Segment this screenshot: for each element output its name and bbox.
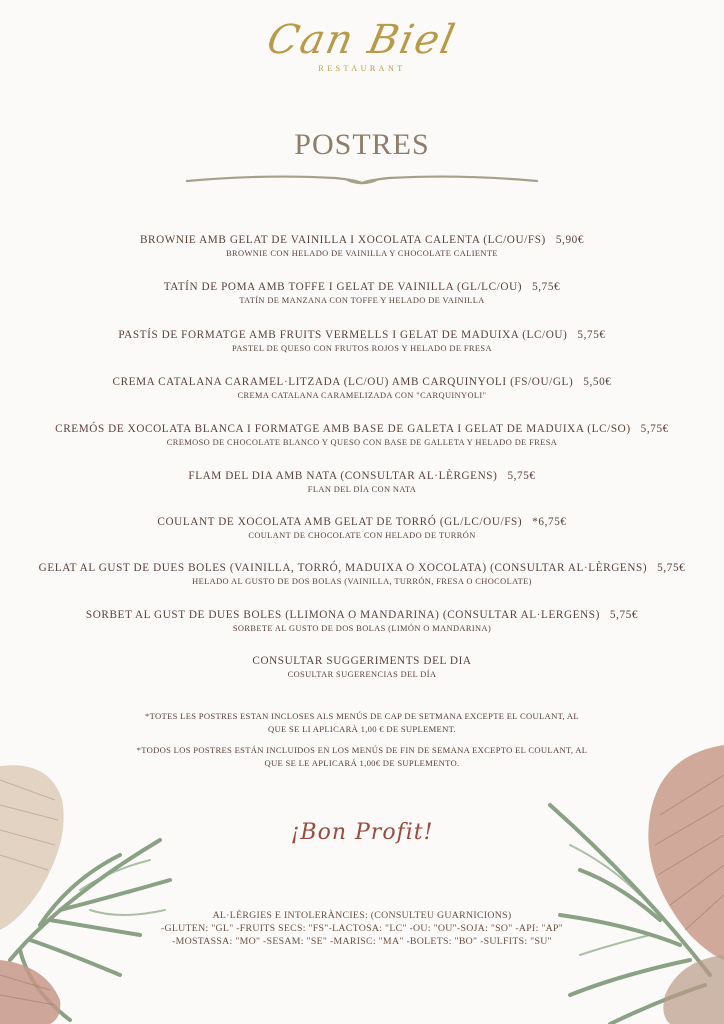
allergen-line: AL·LÈRGIES E INTOLERÀNCIES: (CONSULTEU GUARNICIONS): [212, 910, 512, 921]
bon-profit-greeting: ¡Bon Profit!: [290, 820, 434, 845]
item-price: 5,75€: [640, 423, 669, 435]
menu-item: [0, 608, 724, 635]
item-name-es: PASTEL DE QUESO CON FRUTOS ROJOS Y HELADO DE FRESA: [232, 344, 492, 353]
note-line: QUE SE LE APLICARÁ 1,00€ DE SUPLEMENTO.: [264, 757, 460, 768]
item-name-es: TATÍN DE MANZANA CON TOFFE Y HELADO DE VAINILLA: [239, 296, 485, 305]
item-price: 5,75€: [657, 562, 686, 574]
item-name-es: COSULTAR SUGERENCIAS DEL DÍA: [287, 670, 437, 679]
item-name-ca: CREMA CATALANA CARAMEL·LITZADA (LC/OU) AMB CARQUINYOLI (FS/OU/GL): [112, 376, 574, 388]
item-name-es: BROWNIE CON HELADO DE VAINILLA Y CHOCOLATE CALIENTE: [226, 249, 498, 258]
item-name-ca: COULANT DE XOCOLATA AMB GELAT DE TORRÓ (GL/LC/OU/FS): [157, 516, 523, 528]
item-name-ca: TATÍN DE POMA AMB TOFFE I GELAT DE VAINILLA (GL/LC/OU): [163, 281, 523, 293]
menu-item: [0, 233, 724, 260]
menu-item: [0, 328, 724, 355]
palm-leaf-right-decoration-icon: [540, 745, 724, 1024]
logo-subtitle: RESTAURANT: [318, 64, 406, 73]
item-price: 5,75€: [577, 329, 606, 341]
item-name-ca: SORBET AL GUST DE DUES BOLES (LLIMONA O MANDARINA) (CONSULTAR AL·LERGENS): [85, 609, 600, 621]
note-line: QUE SE LI APLICARÀ 1,00 € DE SUPLEMENT.: [268, 723, 456, 734]
menu-item: [0, 375, 724, 402]
note-line: *TOTES LES POSTRES ESTAN INCLOSES ALS MENÚS DE CAP DE SETMANA EXCEPTE EL COULANT, AL: [145, 711, 579, 721]
flourish-divider-icon: [185, 170, 539, 188]
item-name-ca: PASTÍS DE FORMATGE AMB FRUITS VERMELLS I GELAT DE MADUIXA (LC/OU): [118, 329, 568, 341]
item-name-es: FLAN DEL DÍA CON NATA: [307, 485, 417, 494]
item-price: *6,75€: [532, 516, 567, 528]
menu-item: [0, 280, 724, 307]
menu-item: [0, 515, 724, 542]
supplement-note-ca: [0, 710, 724, 735]
logo-script: Can Biel: [263, 17, 461, 63]
item-price: 5,90€: [555, 234, 585, 246]
item-name-es: CREMOSO DE CHOCOLATE BLANCO Y QUESO CON BASE DE GALLETA Y HELADO DE FRESA: [166, 438, 558, 447]
menu-item: [0, 422, 724, 449]
item-price: 5,75€: [532, 281, 561, 293]
note-line: *TODOS LOS POSTRES ESTÁN INCLUIDOS EN LOS MENÚS DE FIN DE SEMANA EXCEPTO EL COULANT, AL: [136, 745, 588, 755]
menu-item: [0, 654, 724, 681]
restaurant-logo: [0, 18, 724, 73]
item-name-es: COULANT DE CHOCOLATE CON HELADO DE TURRÓN: [248, 531, 476, 540]
item-price: 5,50€: [583, 376, 612, 388]
item-name-es: SORBETE AL GUSTO DE DOS BOLAS (LIMÓN O MANDARINA): [232, 624, 492, 633]
menu-item: [0, 469, 724, 496]
item-price: 5,75€: [507, 470, 536, 482]
item-name-ca: CONSULTAR SUGGERIMENTS DEL DIA: [252, 655, 472, 667]
item-price: 5,75€: [609, 609, 639, 621]
item-name-ca: GELAT AL GUST DE DUES BOLES (VAINILLA, TORRÓ, MADUIXA O XOCOLATA) (CONSULTAR AL·LÈRGENS): [38, 562, 648, 574]
item-name-es: CREMA CATALANA CARAMELIZADA CON "CARQUINYOLI": [237, 391, 487, 400]
allergen-line: -MOSTASSA: "MO" -SESAM: "SE" -MARISC: "MA" -BOLETS: "BO" -SULFITS: "SU": [172, 936, 552, 947]
item-name-ca: CREMÓS DE XOCOLATA BLANCA I FORMATGE AMB BASE DE GALETA I GELAT DE MADUIXA (LC/SO): [55, 423, 631, 435]
allergen-line: -GLUTEN: "GL" -FRUITS SECS: "FS"-LACTOSA: "LC" -OU: "OU"-SOJA: "SO" -API: "AP": [160, 923, 564, 934]
palm-leaf-left-decoration-icon: [0, 760, 180, 1024]
page-title: POSTRES: [294, 128, 430, 161]
allergen-legend: [0, 909, 724, 948]
item-name-ca: FLAM DEL DIA AMB NATA (CONSULTAR AL·LÈRGENS): [188, 470, 498, 482]
item-name-ca: BROWNIE AMB GELAT DE VAINILLA I XOCOLATA CALENTA (LC/OU/FS): [139, 234, 546, 246]
menu-item: [0, 561, 724, 588]
item-name-es: HELADO AL GUSTO DE DOS BOLAS (VAINILLA, TURRÓN, FRESA O CHOCOLATE): [192, 577, 532, 586]
